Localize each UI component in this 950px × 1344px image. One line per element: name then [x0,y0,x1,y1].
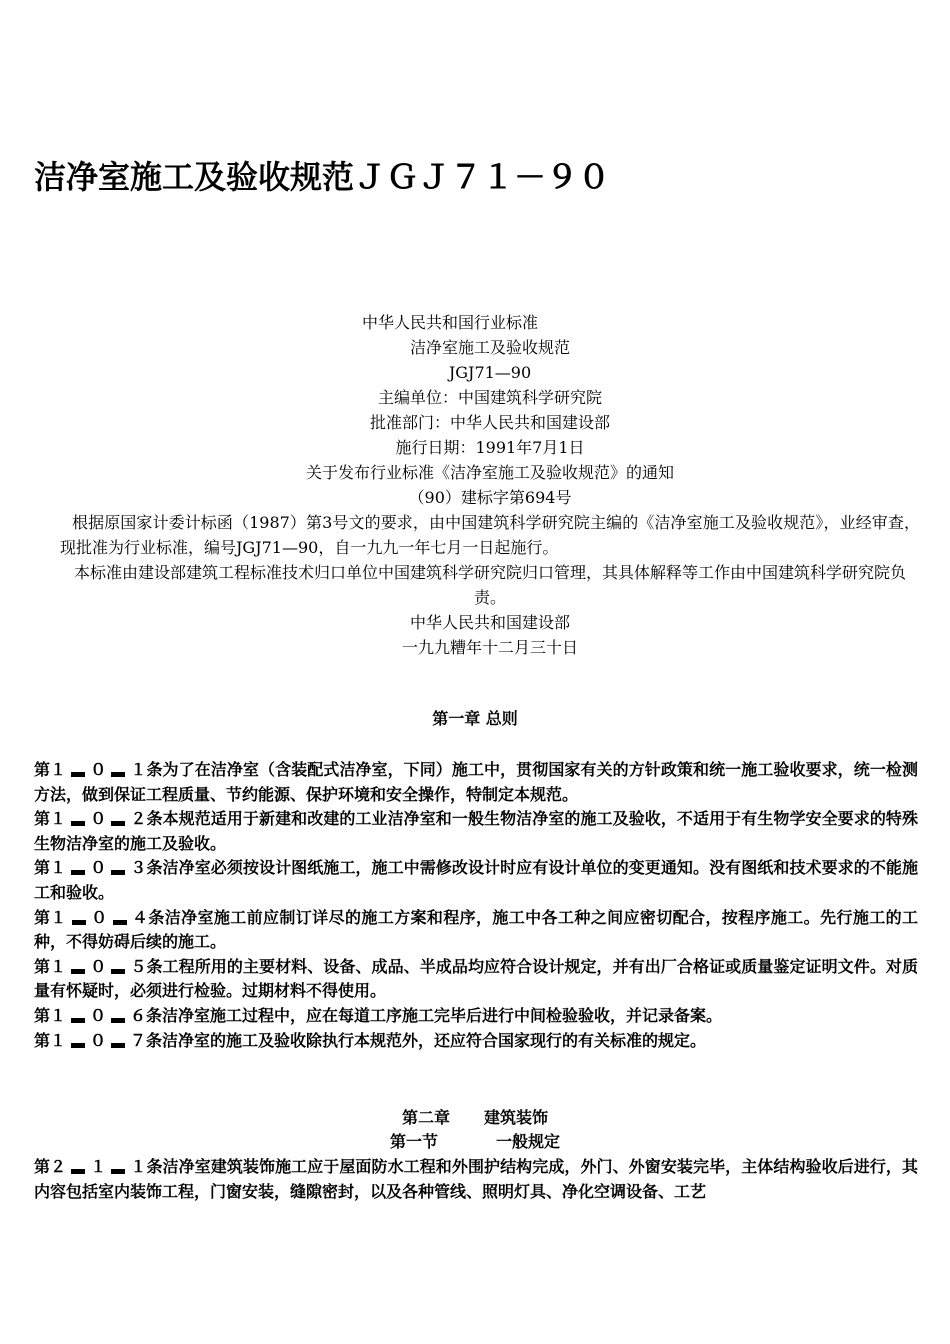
chapter-1-clauses [34,758,918,1053]
clause-number: ２ [130,809,147,829]
signing-date: 一九九糟年十二月三十日 [401,638,578,657]
separator-mark [72,920,86,925]
signer: 中华人民共和国建设部 [409,613,570,632]
clause [34,758,918,807]
clause-number: １ [130,760,147,779]
clause-section: ０ [90,1005,107,1025]
chapter-number: 第二章 [401,1108,450,1127]
notice-title: 关于发布行业标准《洁净室施工及验收规范》的通知 [305,463,674,482]
clause-number: ７ [130,1030,147,1050]
separator-mark [111,870,125,875]
clause-prefix: 第１ [34,1030,67,1050]
clause-text: 条洁净室建筑装饰施工应于屋面防水工程和外围护结构完成，外门、外窗安装完毕，主体结构验收后进行，其内容包括室内装饰工程，门窗安装，缝隙密封，以及各种管线、照明灯具、净化空调设备、工艺 [34,1157,918,1201]
chapter-1-heading: 第一章 总则 [432,709,518,728]
clause-section: ０ [90,956,107,976]
clause-section: ０ [90,858,107,878]
clause-text: 条工程所用的主要材料、设备、成品、半成品均应符合设计规定，并有出厂合格证或质量鉴定证明文件。对质量有怀疑时，必须进行检验。过期材料不得使用。 [34,956,918,1001]
clause-prefix: 第１ [34,907,67,927]
clause-prefix: 第１ [34,956,67,976]
separator-mark [71,969,85,974]
clause-prefix: 第１ [34,760,67,779]
header-block [60,310,920,660]
clause [34,856,918,905]
notice-number: （90）建标字第694号 [408,488,572,507]
standard-category: 中华人民共和国行业标准 [361,313,538,332]
standard-name: 洁净室施工及验收规范 [409,338,570,357]
separator-mark [111,821,125,826]
section-heading [0,1130,950,1154]
editor-unit: 主编单位：中国建筑科学研究院 [377,388,602,407]
document-title: 洁净室施工及验收规范ＪＧＪ７１－９０ [34,158,611,196]
clause-text: 条洁净室施工前应制订详尽的施工方案和程序，施工中各工种之间应密切配合，按程序施工。先行施工的工种，不得妨碍后续的施工。 [34,907,918,952]
clause-prefix: 第２ [34,1157,67,1176]
clause [34,906,918,955]
chapter-2-clauses [34,1155,918,1204]
separator-mark [71,1169,85,1174]
clause [34,1155,918,1204]
separator-mark [111,1043,125,1048]
clause-text: 条为了在洁净室（含装配式洁净室，下同）施工中，贯彻国家有关的方针政策和统一施工验收要求，统一检测方法，做到保证工程质量、节约能源、保护环境和安全操作，特制定本规范。 [34,760,918,804]
clause-number: ６ [130,1005,147,1025]
clause-text: 条洁净室必须按设计图纸施工，施工中需修改设计时应有设计单位的变更通知。没有图纸和技术要求的不能施工和验收。 [34,858,918,902]
clause-prefix: 第１ [34,858,67,878]
separator-mark [111,1169,125,1174]
notice-paragraph-2: 本标准由建设部建筑工程标准技术归口单位中国建筑科学研究院归口管理，其具体解释等工作由中国建筑科学研究院负责。 [73,563,906,607]
standard-code: JGJ71—90 [448,363,532,382]
clause-text: 条洁净室施工过程中，应在每道工序施工完毕后进行中间检验验收，并记录备案。 [146,1005,723,1025]
separator-mark [71,1043,85,1048]
separator-mark [111,969,125,974]
clause-prefix: 第１ [34,809,67,829]
clause-prefix: 第１ [34,1005,67,1025]
separator-mark [113,920,127,925]
separator-mark [111,772,125,777]
clause-text: 条洁净室的施工及验收除执行本规范外，还应符合国家现行的有关标准的规定。 [146,1030,707,1050]
clause-number: ４ [131,907,149,927]
clause [34,807,918,856]
clause-section: ０ [90,907,108,927]
clause-number: ５ [130,956,147,976]
separator-mark [111,1018,125,1023]
clause-section: ０ [90,809,107,829]
notice-paragraph-1: 根据原国家计委计标函（1987）第3号文的要求，由中国建筑科学研究院主编的《洁净室施工及验收规范》，业经审查，现批准为行业标准，编号JGJ71—90，自一九九一年七月一日起施行。 [60,513,920,557]
separator-mark [71,870,85,875]
section-title: 一般规定 [496,1132,561,1151]
clause [34,1029,918,1054]
separator-mark [71,772,85,777]
section-number: 第一节 [389,1132,438,1151]
separator-mark [71,821,85,826]
separator-mark [71,1018,85,1023]
effective-date: 施行日期：1991年7月1日 [395,438,585,457]
clause-number: １ [130,1157,147,1176]
clause-section: ０ [90,760,107,779]
chapter-title: 建筑装饰 [484,1108,549,1127]
clause [34,1004,918,1029]
approval-dept: 批准部门：中华人民共和国建设部 [369,413,610,432]
clause-text: 条本规范适用于新建和改建的工业洁净室和一般生物洁净室的施工及验收，不适用于有生物学安全要求的特殊生物洁净室的施工及验收。 [34,809,918,853]
clause-section: １ [90,1157,107,1176]
clause-number: ３ [130,858,147,878]
chapter-2-heading [0,1106,950,1130]
clause-section: ０ [90,1030,107,1050]
clause [34,955,918,1004]
